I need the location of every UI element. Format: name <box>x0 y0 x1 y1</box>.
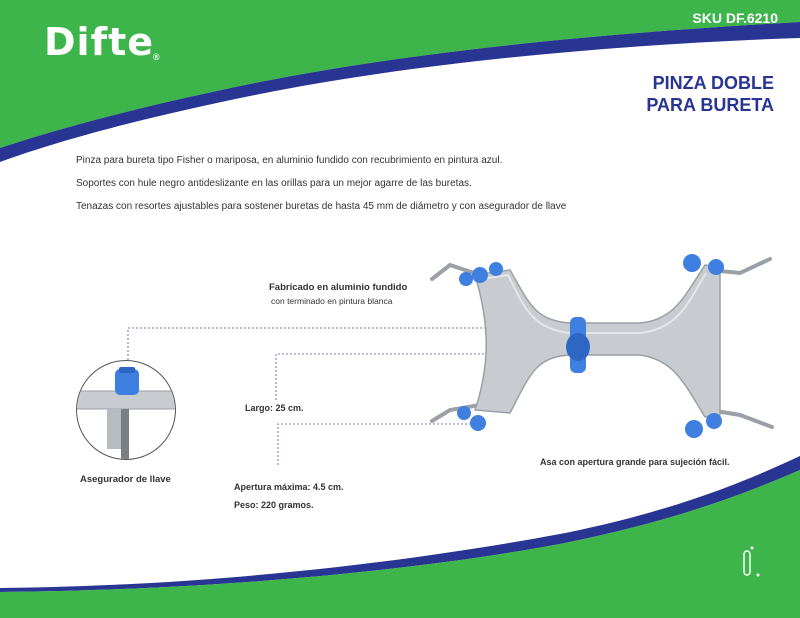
opening-label: Apertura máxima: 4.5 cm. <box>234 482 344 492</box>
description-line-3: Tenazas con resortes ajustables para sostener buretas de hasta 45 mm de diámetro y con asegurador de llave <box>76 201 567 212</box>
key-lock-detail <box>76 360 176 460</box>
burette-clamp-image <box>420 245 790 445</box>
description-line-2: Soportes con hule negro antideslizante en las orillas para un mejor agarre de las buretas. <box>76 178 472 189</box>
test-tube-icon <box>738 545 762 581</box>
handle-label: Asa con apertura grande para sujeción fácil. <box>540 457 730 467</box>
key-lock-label: Asegurador de llave <box>80 474 171 485</box>
key-lock-image <box>77 361 175 459</box>
material-label: Fabricado en aluminio fundido <box>269 282 408 293</box>
material-sublabel: con terminado en pintura blanca <box>271 296 393 306</box>
product-title-line1: PINZA DOBLE <box>652 73 774 93</box>
registered-mark: ® <box>153 52 160 62</box>
weight-label: Peso: 220 gramos. <box>234 500 314 510</box>
product-title-line2: PARA BURETA <box>646 95 774 115</box>
description-line-1: Pinza para bureta tipo Fisher o mariposa, en aluminio fundido con recubrimiento en pintura azul. <box>76 155 503 166</box>
brand-logo: Difte <box>44 20 155 64</box>
sku-label: SKU DF.6210 <box>692 10 778 26</box>
length-label: Largo: 25 cm. <box>245 403 304 413</box>
